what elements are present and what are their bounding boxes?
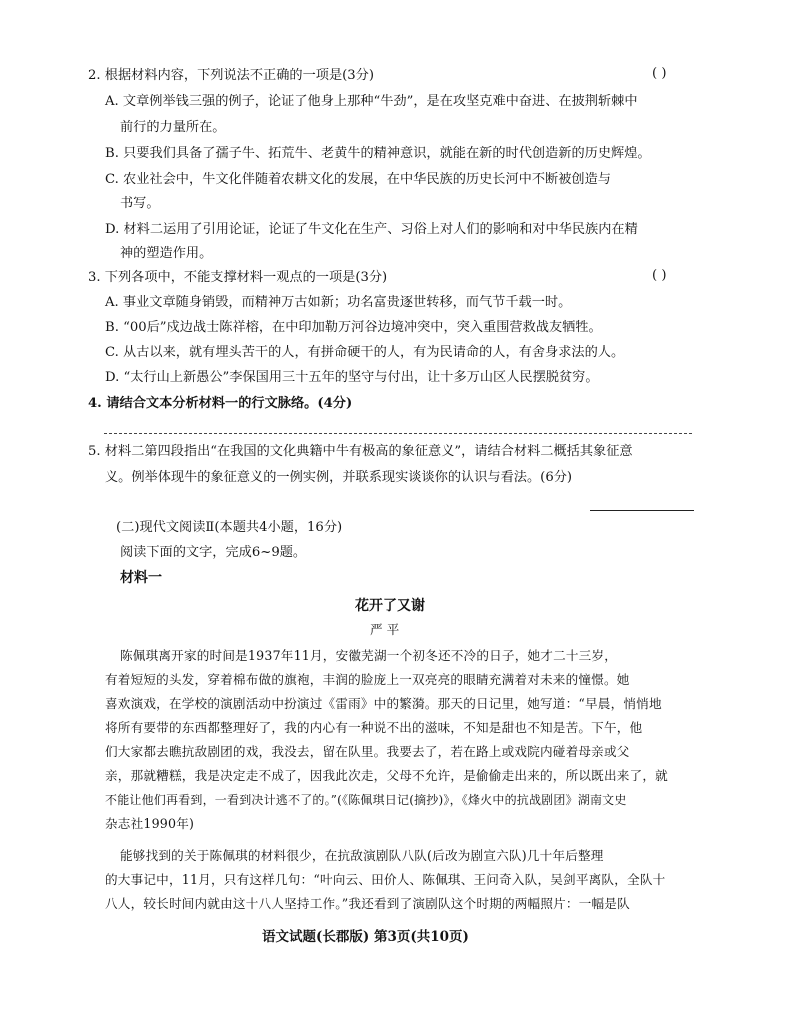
article-p1-line7: 不能让他们再看到，一看到决计逃不了的。”(《陈佩琪日记(摘抄)》，《烽火中的抗战剧团》湖南文史	[105, 793, 627, 807]
q2-stem: 2. 根据材料内容，下列说法不正确的一项是(3分)	[88, 68, 375, 83]
article-p1-line5: 们大家都去瞧抗敌剧团的戏，我没去，留在队里。我要去了，若在路上或戏院内碰着母亲或父	[105, 744, 630, 759]
article-p2-line1: 能够找到的关于陈佩琪的材料很少，在抗敌演剧队八队(后改为剧宣六队)几十年后整理	[120, 848, 604, 863]
q2-answer-paren[interactable]: ( )	[652, 66, 667, 81]
article-author: 严 平	[370, 622, 400, 637]
article-p1-line8: 杂志社1990年)	[105, 816, 195, 831]
article-title: 花开了又谢	[355, 598, 425, 614]
q4-answer-line[interactable]	[104, 433, 692, 434]
article-p2-line3: 八人，较长时间内就由这十八人坚持工作。”我还看到了演剧队这个时期的两幅照片：一幅是队	[105, 896, 630, 911]
article-p1-line4: 将所有要带的东西都整理好了，我的内心有一种说不出的滋味，不知是甜也不知是苦。下午，他	[105, 720, 643, 735]
q2-option-c-line2: 书写。	[120, 196, 160, 211]
q2-option-a-line2: 前行的力量所在。	[120, 120, 226, 135]
q2-option-b: B. 只要我们具备了孺子牛、拓荒牛、老黄牛的精神意识，就能在新的时代创造新的历史辉煌。	[105, 146, 651, 161]
q2-option-d-line2: 神的塑造作用。	[120, 246, 213, 261]
article-p2-line2: 的大事记中，11月，只有这样几句：“叶向云、田价人、陈佩琪、王问奇入队，吴剑平离队，全队十	[105, 872, 666, 887]
q3-option-c: C. 从古以来，就有埋头苦干的人，有拼命硬干的人，有为民请命的人，有舍身求法的人。	[105, 345, 625, 360]
section2-instruction: 阅读下面的文字，完成6~9题。	[120, 545, 307, 560]
q5-line2: 义。例举体现牛的象征意义的一例实例，并联系现实谈谈你的认识与看法。(6分)	[105, 470, 573, 485]
q2-option-d-line1: D. 材料二运用了引用论证，论证了牛文化在生产、习俗上对人们的影响和对中华民族内在精	[105, 222, 638, 237]
section2-heading: (二)现代文阅读Ⅱ(本题共4小题，16分)	[116, 520, 343, 535]
q3-answer-paren[interactable]: ( )	[652, 268, 667, 283]
q2-option-a-line1: A. 文章例举钱三强的例子，论证了他身上那种“牛劲”，是在攻坚克难中奋进、在披荆斩棘中	[105, 94, 638, 109]
q3-option-a: A. 事业文章随身销毁，而精神万古如新；功名富贵逐世转移，而气节千载一时。	[105, 295, 572, 310]
q3-stem: 3. 下列各项中，不能支撑材料一观点的一项是(3分)	[88, 270, 388, 285]
q4-stem: 4. 请结合文本分析材料一的行文脉络。(4分)	[88, 396, 353, 411]
q3-option-b: B. “00后”戍边战士陈祥榕，在中印加勒万河谷边境冲突中，突入重围营救战友牺牲。	[105, 320, 602, 335]
article-p1-line1: 陈佩琪离开家的时间是1937年11月，安徽芜湖一个初冬还不冷的日子，她才二十三岁，	[120, 648, 618, 663]
article-p1-line6: 亲，那就糟糕，我是决定走不成了，因我此次走，父母不允许，是偷偷走出来的，所以既出来了，就	[105, 768, 668, 783]
article-p1-line2: 有着短短的头发，穿着棉布做的旗袍，丰润的脸庞上一双亮亮的眼睛充满着对未来的憧憬。她	[105, 672, 630, 687]
page-footer: 语文试题(长郡版) 第3页(共10页)	[262, 929, 469, 945]
q3-option-d: D. “太行山上新愚公”李保国用三十五年的坚守与付出，让十多万山区人民摆脱贫穷。	[105, 370, 599, 385]
article-p1-line3: 喜欢演戏，在学校的演剧活动中扮演过《雷雨》中的繁漪。那天的日记里，她写道：“早晨，悄悄地	[105, 696, 662, 711]
q2-option-c-line1: C. 农业社会中，牛文化伴随着农耕文化的发展，在中华民族的历史长河中不断被创造与	[105, 172, 611, 187]
q5-line1: 5. 材料二第四段指出“在我国的文化典籍中牛有极高的象征意义”，请结合材料二概括其象征意	[88, 444, 633, 459]
q5-answer-line[interactable]	[590, 510, 694, 511]
material-label: 材料一	[120, 570, 162, 586]
